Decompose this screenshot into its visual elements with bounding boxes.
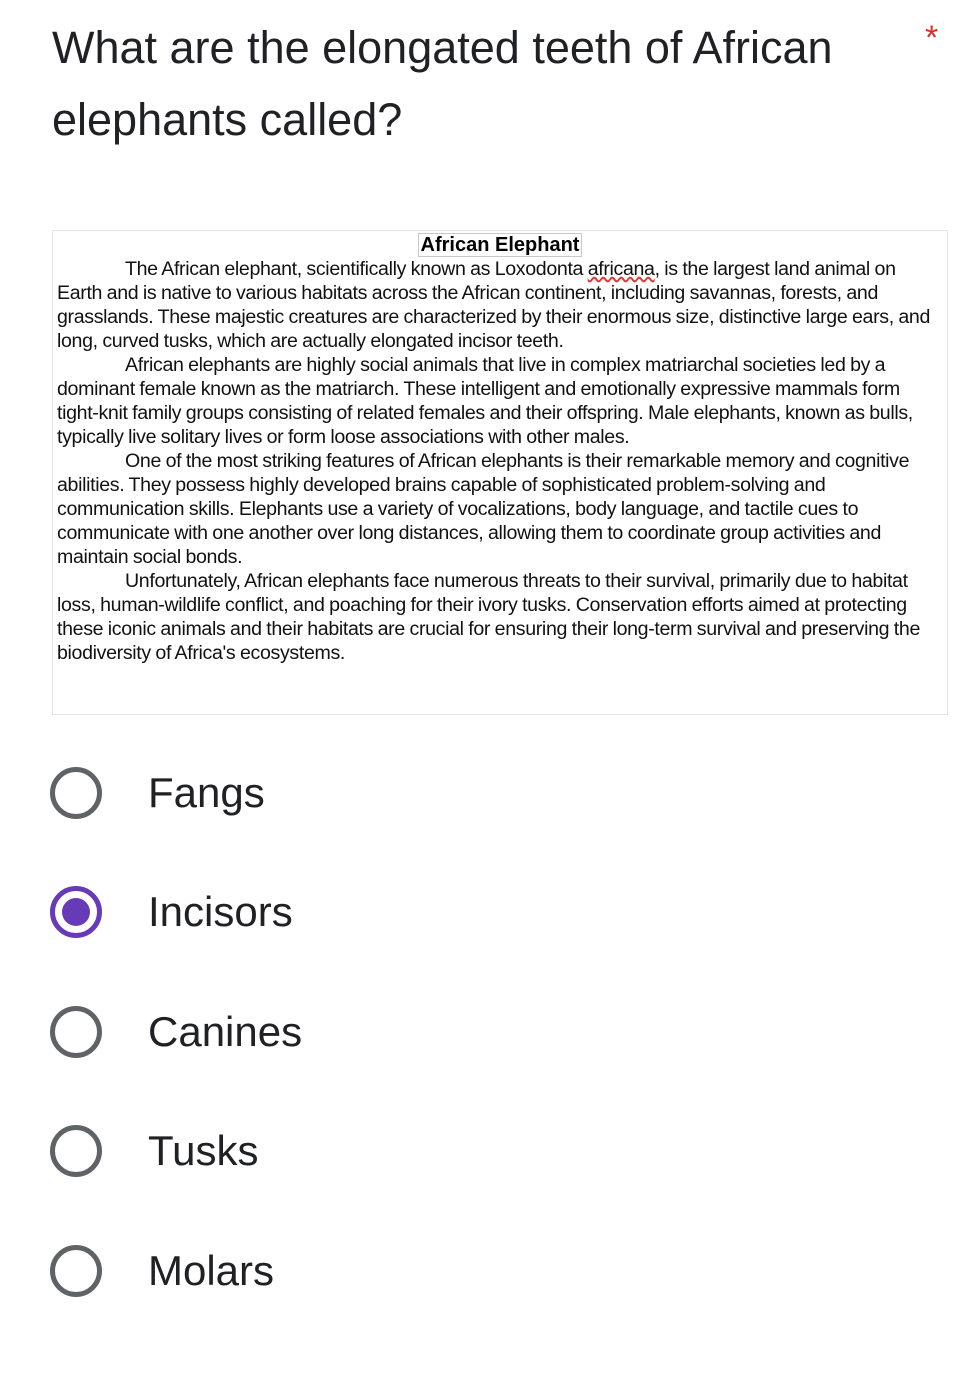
radio-unchecked-icon[interactable] xyxy=(50,1125,102,1177)
option-fangs[interactable] xyxy=(50,761,265,825)
radio-unchecked-icon[interactable] xyxy=(50,1006,102,1058)
option-label: Canines xyxy=(148,1008,303,1055)
document-paragraph-1: The African elephant, scientifically known as Loxodonta africana, is the largest land animal on Earth and is native to various habitats across the African continent, including savannas, forests, and grasslands. These majestic creatures are characterized by their enormous size, distinctive large ears, and long, curved tusks, which are actually elongated incisor teeth. xyxy=(57,258,931,352)
option-molars[interactable] xyxy=(50,1239,274,1303)
radio-checked-icon[interactable] xyxy=(50,886,102,938)
document-paragraph-3: One of the most striking features of African elephants is their remarkable memory and cognitive abilities. They possess highly developed brains capable of sophisticated problem-solving and communication skills. Elephants use a variety of vocalizations, body language, and tactile cues to communicate with one another over long distances, allowing them to coordinate group activities and maintain social bonds. xyxy=(57,450,910,568)
document-paragraph-2: African elephants are highly social animals that live in complex matriarchal societies led by a dominant female known as the matriarch. These intelligent and emotionally expressive mammals form tight-knit family groups consisting of related females and their offspring. Male elephants, known as bulls, typically live solitary lives or form loose associations with other males. xyxy=(57,354,913,448)
document-paragraph-4: Unfortunately, African elephants face numerous threats to their survival, primarily due to habitat loss, human-wildlife conflict, and poaching for their ivory tusks. Conservation efforts aimed at protecting these iconic animals and their habitats are crucial for ensuring their long-term survival and preserving the biodiversity of Africa's ecosystems. xyxy=(57,570,920,664)
question-title: What are the elongated teeth of African elephants called? xyxy=(52,22,833,145)
radio-unchecked-icon[interactable] xyxy=(50,767,102,819)
option-canines[interactable] xyxy=(50,1000,302,1064)
spellcheck-underline: africana xyxy=(587,258,655,280)
required-asterisk: * xyxy=(925,19,939,57)
option-label: Tusks xyxy=(148,1127,259,1174)
radio-unchecked-icon[interactable] xyxy=(50,1245,102,1297)
question-image-document xyxy=(52,230,948,715)
option-label: Incisors xyxy=(148,888,293,935)
option-label: Molars xyxy=(148,1247,275,1294)
document-title: African Elephant xyxy=(53,233,947,257)
option-incisors[interactable] xyxy=(50,880,293,944)
option-tusks[interactable] xyxy=(50,1119,258,1183)
option-label: Fangs xyxy=(148,769,265,816)
